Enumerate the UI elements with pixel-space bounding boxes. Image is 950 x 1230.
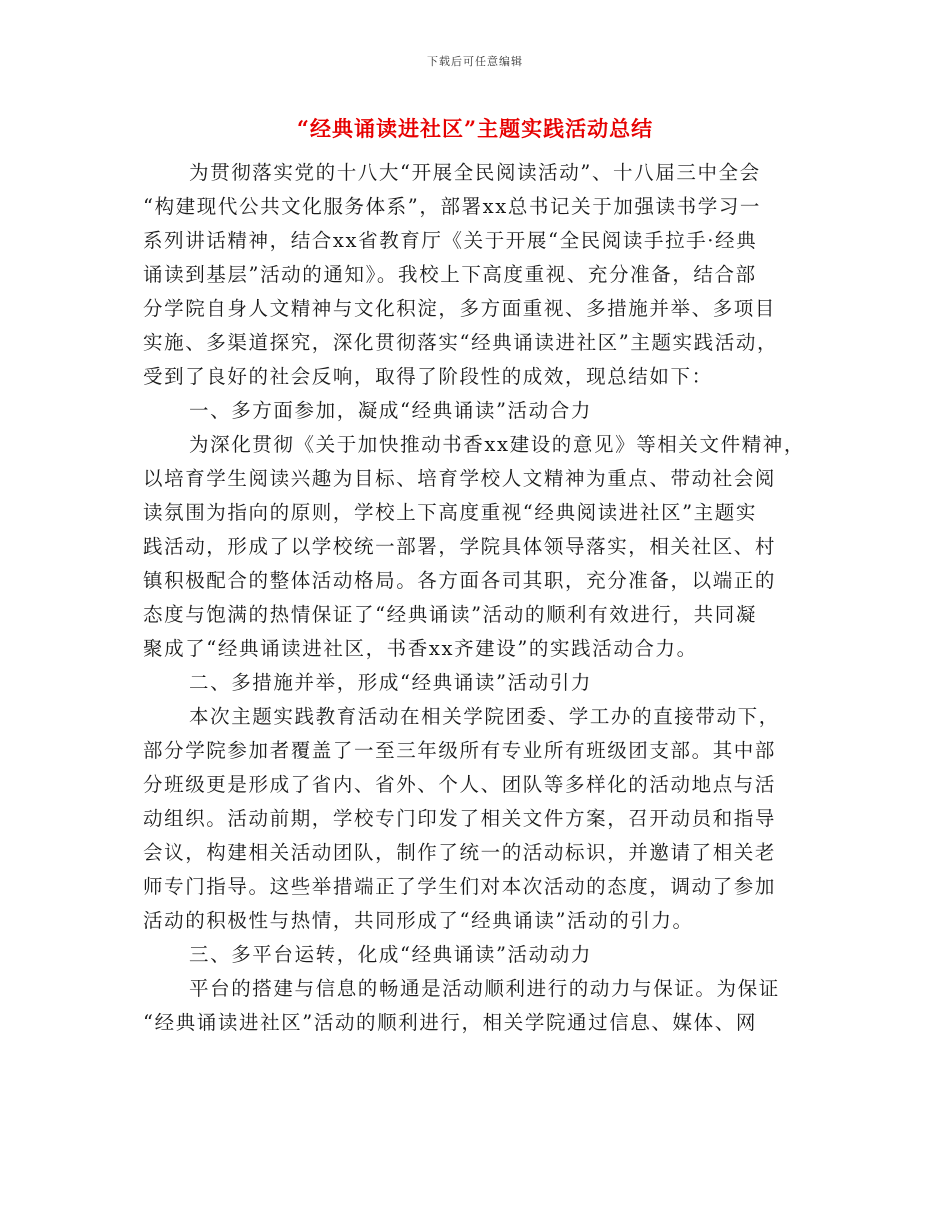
text-line: 实施、多渠道探究，深化贯彻落实“经典诵读进社区”主题实践活动， — [143, 331, 779, 354]
text-line: 聚成了“经典诵读进社区，书香xx齐建设”的实践活动合力。 — [143, 637, 698, 660]
document-title: “经典诵读进社区”主题实践活动总结 — [296, 116, 654, 141]
text-line: 受到了良好的社会反响，取得了阶段性的成效，现总结如下： — [143, 365, 713, 388]
text-line: 部分学院参加者覆盖了一至三年级所有专业所有班级团支部。其中部 — [143, 739, 777, 762]
text-line: 活动的积极性与热情，共同形成了“经典诵读”活动的引力。 — [143, 909, 694, 932]
text-line: “经典诵读进社区”活动的顺利进行，相关学院通过信息、媒体、网 — [143, 1011, 757, 1034]
text-line: 为贯彻落实党的十八大“开展全民阅读活动”、十八届三中全会 — [189, 161, 761, 184]
text-line: 系列讲话精神，结合xx省教育厅《关于开展“全民阅读手拉手·经典 — [143, 229, 758, 252]
section-heading: 二、多措施并举，形成“经典诵读”活动引力 — [189, 671, 592, 694]
text-line: 镇积极配合的整体活动格局。各方面各司其职，充分准备，以端正的 — [143, 569, 777, 592]
text-line: 分学院自身人文精神与文化积淀，多方面重视、多措施并举、多项目 — [143, 297, 777, 320]
text-line: 诵读到基层”活动的通知》。我校上下高度重视、充分准备，结合部 — [143, 263, 757, 286]
section-heading: 一、多方面参加，凝成“经典诵读”活动合力 — [189, 399, 592, 422]
text-line: “构建现代公共文化服务体系”，部署xx总书记关于加强读书学习一 — [143, 195, 762, 218]
text-line: 动组织。活动前期，学校专门印发了相关文件方案，召开动员和指导 — [143, 807, 777, 830]
text-line: 平台的搭建与信息的畅通是活动顺利进行的动力与保证。为保证 — [189, 977, 780, 1000]
text-line: 师专门指导。这些举措端正了学生们对本次活动的态度，调动了参加 — [143, 875, 777, 898]
text-line: 践活动，形成了以学校统一部署，学院具体领导落实，相关社区、村 — [143, 535, 777, 558]
text-line: 本次主题实践教育活动在相关学院团委、学工办的直接带动下， — [189, 705, 780, 728]
text-line: 为深化贯彻《关于加快推动书香xx建设的意见》等相关文件精神， — [189, 433, 805, 456]
text-line: 以培育学生阅读兴趣为目标、培育学校人文精神为重点、带动社会阅 — [143, 467, 777, 490]
text-line: 读氛围为指向的原则，学校上下高度重视“经典阅读进社区”主题实 — [143, 501, 757, 524]
text-line: 态度与饱满的热情保证了“经典诵读”活动的顺利有效进行，共同凝 — [143, 603, 757, 626]
text-line: 会议，构建相关活动团队，制作了统一的活动标识，并邀请了相关老 — [143, 841, 777, 864]
page-header-note: 下载后可任意编辑 — [427, 55, 523, 68]
text-line: 分班级更是形成了省内、省外、个人、团队等多样化的活动地点与活 — [143, 773, 777, 796]
section-heading: 三、多平台运转，化成“经典诵读”活动动力 — [189, 943, 592, 966]
